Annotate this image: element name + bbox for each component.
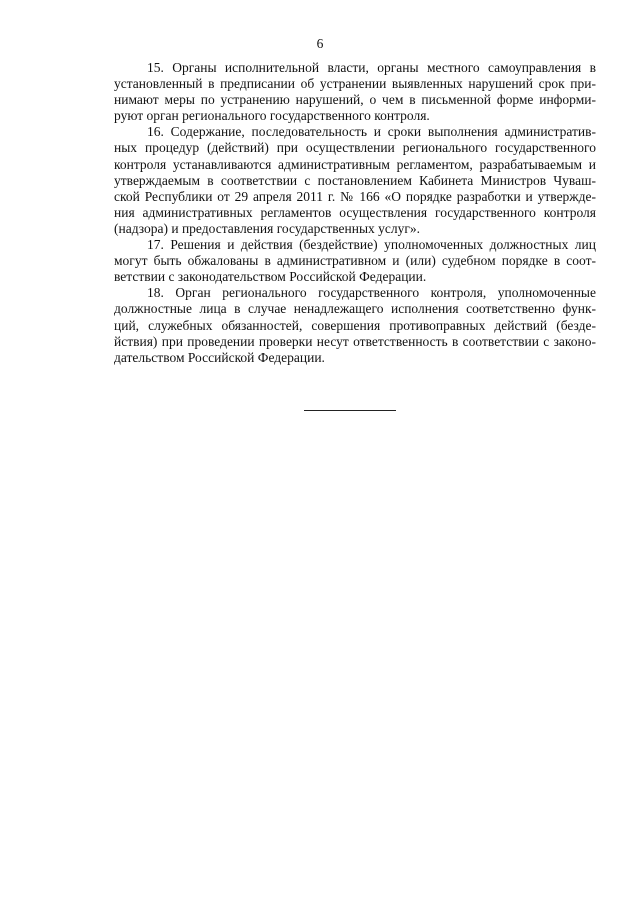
end-of-document-rule xyxy=(304,410,396,411)
text-line: 18. Орган регионального государственного контроля, уполномоченные xyxy=(147,285,596,301)
paragraph-17 xyxy=(114,237,596,285)
paragraph-15 xyxy=(114,60,596,124)
text-line: дательством Российской Федерации. xyxy=(114,349,325,365)
text-line: нимают меры по устранению нарушений, о чем в письменной форме информи- xyxy=(114,92,596,108)
text-line: должностные лица в случае ненадлежащего исполнения соответственно функ- xyxy=(114,301,596,317)
text-line: ской Республики от 29 апреля 2011 г. № 166 «О порядке разработки и утвержде- xyxy=(114,188,596,204)
text-line: ных процедур (действий) при осуществлении регионального государственного xyxy=(114,140,596,156)
paragraph-16 xyxy=(114,124,596,237)
text-line: 17. Решения и действия (бездействие) уполномоченных должностных лиц xyxy=(147,237,596,253)
text-line: руют орган регионального государственного контроля. xyxy=(114,108,430,124)
text-line: контроля устанавливаются административным регламентом, разрабатываемым и xyxy=(114,156,596,172)
page-number: 6 xyxy=(316,36,324,51)
text-line: йствия) при проведении проверки несут ответственность в соответствии с законо- xyxy=(114,333,596,349)
text-line: утверждаемым в соответствии с постановлением Кабинета Министров Чуваш- xyxy=(114,172,596,188)
text-line: ния административных регламентов осуществления государственного контроля xyxy=(114,204,596,220)
text-line: ций, служебных обязанностей, совершения противоправных действий (безде- xyxy=(114,317,596,333)
document-body xyxy=(114,60,596,366)
text-line: 15. Органы исполнительной власти, органы местного самоуправления в xyxy=(147,60,596,75)
text-line: ветствии с законодательством Российской Федерации. xyxy=(114,269,427,285)
paragraph-18 xyxy=(114,285,596,365)
text-line: установленный в предписании об устранении выявленных нарушений срок при- xyxy=(114,76,596,92)
text-line: (надзора) и предоставления государственных услуг». xyxy=(114,220,421,236)
text-line: 16. Содержание, последовательность и сроки выполнения административ- xyxy=(147,124,596,140)
text-line: могут быть обжалованы в административном и (или) судебном порядке в соот- xyxy=(114,253,596,269)
